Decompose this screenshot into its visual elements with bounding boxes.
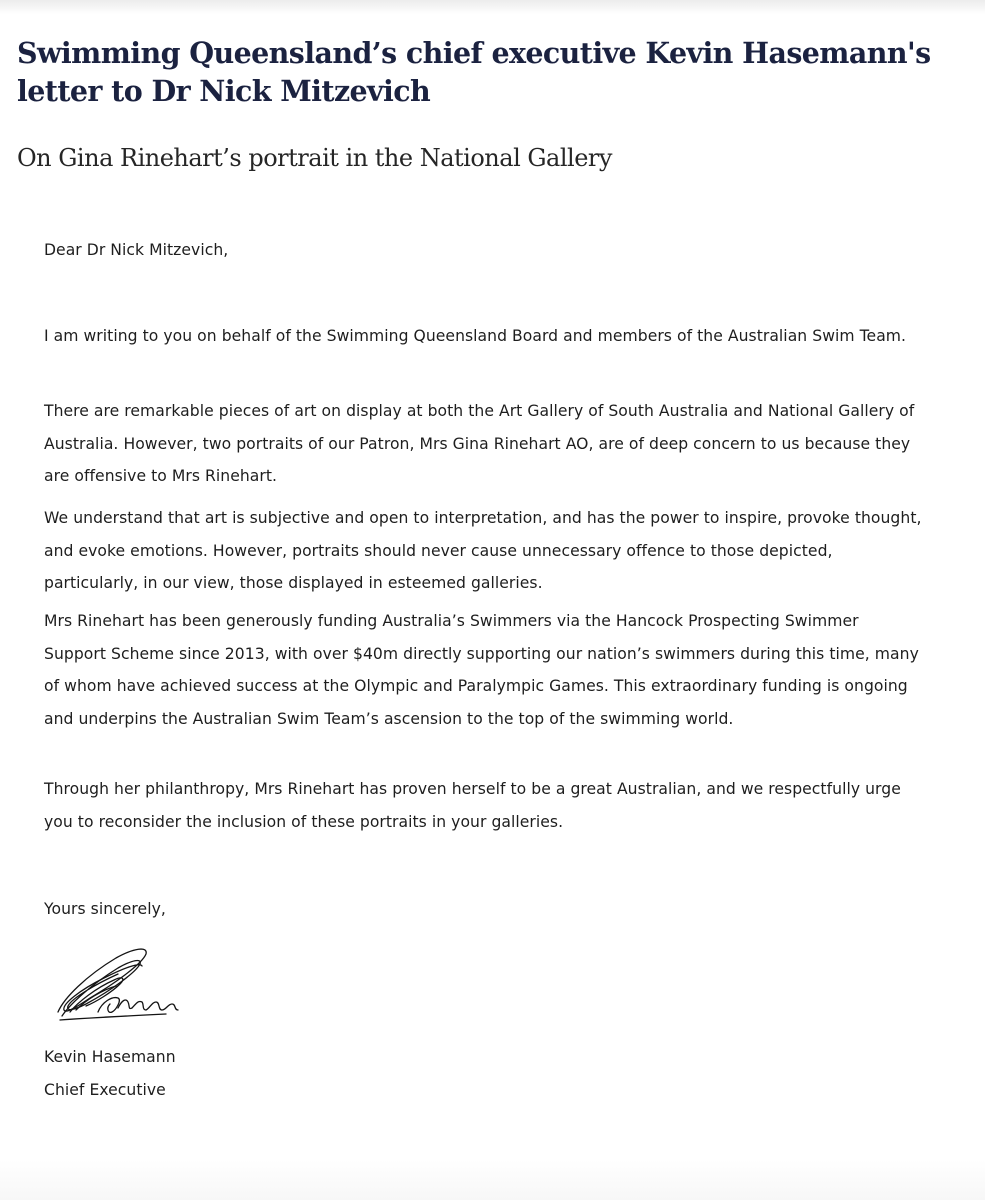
article-header bbox=[0, 0, 985, 200]
article-subheadline: On Gina Rinehart’s portrait in the National Gallery bbox=[17, 144, 612, 172]
letter-paragraph: We understand that art is subjective and open to interpretation, and has the power to inspire, provoke thought, and evoke emotions. However, portraits should never cause unnecessary offence to those depicted, particularly, in our view, those displayed in esteemed galleries. bbox=[44, 509, 922, 592]
handwritten-signature-icon bbox=[56, 940, 186, 1025]
letter-paragraph: Mrs Rinehart has been generously funding Australia’s Swimmers via the Hancock Prospecting Swimmer Support Scheme since 2013, with over $40m directly supporting our nation’s swimmers during this time, many of whom have achieved success at the Olympic and Paralympic Games. This extraordinary funding is ongoing and underpins the Australian Swim Team’s ascension to the top of the swimming world. bbox=[44, 612, 919, 728]
signer-title: Chief Executive bbox=[44, 1081, 166, 1099]
letter-paragraph: Through her philanthropy, Mrs Rinehart has proven herself to be a great Australian, and we respectfully urge you to reconsider the inclusion of these portraits in your galleries. bbox=[44, 780, 901, 831]
letter-paragraph: There are remarkable pieces of art on display at both the Art Gallery of South Australia and National Gallery of Australia. However, two portraits of our Patron, Mrs Gina Rinehart AO, are of deep concern to us because they are offensive to Mrs Rinehart. bbox=[44, 402, 915, 485]
top-edge-texture bbox=[0, 0, 985, 14]
letter-salutation: Dear Dr Nick Mitzevich, bbox=[44, 241, 229, 259]
signer-name: Kevin Hasemann bbox=[44, 1048, 176, 1066]
article-headline: Swimming Queensland’s chief executive Kevin Hasemann's letter to Dr Nick Mitzevich bbox=[17, 36, 931, 108]
letter-closing: Yours sincerely, bbox=[44, 900, 166, 918]
bottom-edge-shade bbox=[0, 1160, 985, 1200]
letter-paragraph: I am writing to you on behalf of the Swimming Queensland Board and members of the Australian Swim Team. bbox=[44, 327, 907, 345]
